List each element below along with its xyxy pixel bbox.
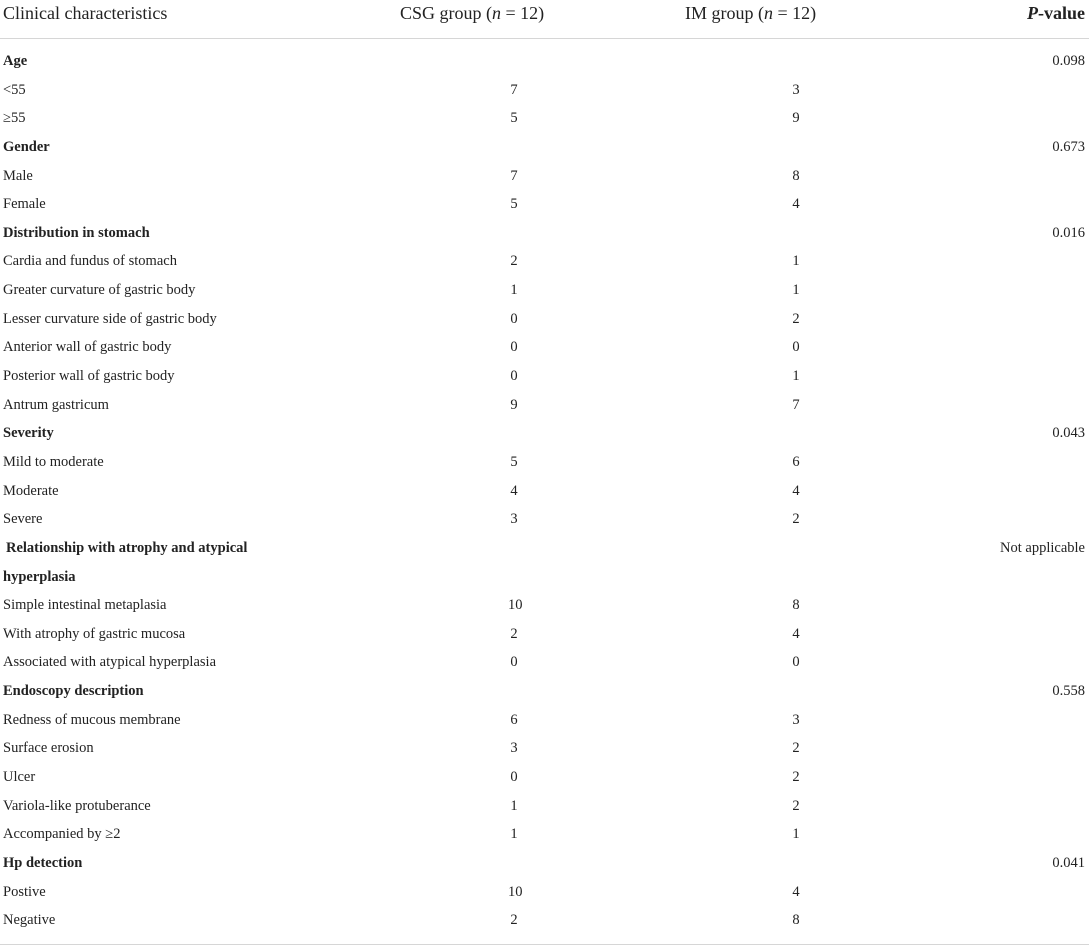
row-label: Ulcer bbox=[3, 769, 36, 786]
table-row bbox=[0, 878, 1089, 907]
row-label: Cardia and fundus of stomach bbox=[3, 253, 177, 270]
table-row bbox=[0, 620, 1089, 649]
row-im-value: 2 bbox=[792, 797, 800, 814]
row-csg-value: 2 bbox=[510, 625, 518, 642]
table-row bbox=[0, 391, 1089, 420]
table-section-row bbox=[0, 849, 1089, 878]
row-label: Moderate bbox=[3, 482, 59, 499]
row-label: With atrophy of gastric mucosa bbox=[3, 625, 186, 642]
table-row bbox=[0, 448, 1089, 477]
row-p-value: Not applicable bbox=[1000, 539, 1085, 556]
row-csg-value: 9 bbox=[510, 396, 518, 413]
row-label: Negative bbox=[3, 912, 56, 929]
row-label: <55 bbox=[3, 81, 26, 98]
table-row bbox=[0, 305, 1089, 334]
row-label: Associated with atypical hyperplasia bbox=[3, 654, 217, 671]
row-label: Redness of mucous membrane bbox=[3, 711, 181, 728]
table-section-row bbox=[0, 133, 1089, 162]
row-im-value: 4 bbox=[792, 482, 800, 499]
row-label: Anterior wall of gastric body bbox=[3, 339, 172, 356]
row-im-value: 1 bbox=[792, 253, 800, 270]
row-label: Endoscopy description bbox=[3, 683, 144, 700]
row-im-value: 2 bbox=[792, 769, 800, 786]
table-section-row bbox=[0, 219, 1089, 248]
row-csg-value: 2 bbox=[510, 912, 518, 929]
row-p-value: 0.098 bbox=[1052, 53, 1085, 69]
table-section-row bbox=[0, 47, 1089, 76]
row-csg-value: 1 bbox=[510, 282, 518, 299]
row-im-value: 1 bbox=[792, 826, 800, 843]
row-csg-value: 10 bbox=[508, 597, 523, 614]
table-row bbox=[0, 362, 1089, 391]
row-csg-value: 0 bbox=[510, 339, 518, 356]
table-header bbox=[0, 0, 1089, 39]
table-row bbox=[0, 190, 1089, 219]
table-row bbox=[0, 247, 1089, 276]
row-im-value: 8 bbox=[792, 912, 800, 929]
row-im-value: 3 bbox=[792, 711, 800, 728]
row-csg-value: 0 bbox=[510, 310, 518, 327]
row-label: Severity bbox=[3, 425, 54, 442]
row-im-value: 2 bbox=[792, 310, 800, 327]
table-row bbox=[0, 276, 1089, 305]
row-label: ≥55 bbox=[3, 110, 26, 127]
table-row bbox=[0, 734, 1089, 763]
row-csg-value: 0 bbox=[510, 368, 518, 385]
row-im-value: 4 bbox=[792, 625, 800, 642]
row-label: Gender bbox=[3, 138, 50, 155]
row-csg-value: 3 bbox=[510, 740, 518, 757]
row-csg-value: 0 bbox=[510, 769, 518, 786]
row-im-value: 1 bbox=[792, 368, 800, 385]
row-csg-value: 1 bbox=[510, 797, 518, 814]
row-label: Female bbox=[3, 196, 46, 213]
row-p-value: 0.041 bbox=[1052, 854, 1085, 871]
table-row bbox=[0, 763, 1089, 792]
row-im-value: 9 bbox=[792, 110, 800, 127]
row-csg-value: 5 bbox=[510, 110, 518, 127]
row-im-value: 6 bbox=[792, 453, 800, 470]
row-csg-value: 5 bbox=[510, 196, 518, 213]
row-im-value: 0 bbox=[792, 339, 800, 356]
row-label: Lesser curvature side of gastric body bbox=[3, 310, 217, 327]
table-row bbox=[0, 706, 1089, 735]
header-im-group: IM group (n = 12) bbox=[685, 3, 817, 23]
row-p-value: 0.673 bbox=[1052, 138, 1085, 155]
table-row bbox=[0, 76, 1089, 105]
header-csg-group: CSG group (n = 12) bbox=[400, 3, 545, 23]
row-p-value: 0.558 bbox=[1052, 683, 1085, 700]
row-p-value: 0.043 bbox=[1052, 425, 1085, 442]
table-row bbox=[0, 906, 1089, 935]
row-label: Antrum gastricum bbox=[3, 396, 109, 413]
table-row bbox=[0, 477, 1089, 506]
row-im-value: 2 bbox=[792, 740, 800, 757]
row-label: hyperplasia bbox=[3, 568, 76, 585]
row-im-value: 4 bbox=[792, 196, 800, 213]
row-label: Mild to moderate bbox=[3, 453, 104, 470]
row-im-value: 8 bbox=[792, 597, 800, 614]
row-label: Distribution in stomach bbox=[3, 224, 150, 241]
row-im-value: 4 bbox=[792, 883, 800, 900]
row-label: Posterior wall of gastric body bbox=[3, 368, 175, 385]
row-csg-value: 2 bbox=[510, 253, 518, 270]
row-label: Surface erosion bbox=[3, 740, 94, 757]
table-row bbox=[0, 104, 1089, 133]
table-section-row bbox=[0, 677, 1089, 706]
row-label: Relationship with atrophy and atypical bbox=[6, 539, 248, 556]
row-csg-value: 5 bbox=[510, 453, 518, 470]
row-label: Postive bbox=[3, 883, 46, 900]
row-csg-value: 7 bbox=[510, 167, 518, 184]
row-label: Simple intestinal metaplasia bbox=[3, 597, 167, 614]
table-row bbox=[0, 591, 1089, 620]
table-bottom-rule bbox=[0, 944, 1089, 945]
header-p-value: P-value bbox=[1027, 3, 1085, 23]
table-section-row bbox=[0, 419, 1089, 448]
row-label: Hp detection bbox=[3, 854, 83, 871]
row-im-value: 3 bbox=[792, 81, 800, 98]
row-label: Male bbox=[3, 167, 33, 184]
row-csg-value: 0 bbox=[510, 654, 518, 671]
row-label: Age bbox=[3, 53, 28, 69]
table-row bbox=[0, 792, 1089, 821]
row-csg-value: 4 bbox=[510, 482, 518, 499]
row-csg-value: 3 bbox=[510, 511, 518, 528]
row-im-value: 7 bbox=[792, 396, 800, 413]
header-clinical-characteristics: Clinical characteristics bbox=[3, 3, 168, 23]
row-p-value: 0.016 bbox=[1052, 224, 1085, 241]
row-im-value: 0 bbox=[792, 654, 800, 671]
row-label: Accompanied by ≥2 bbox=[3, 826, 121, 843]
row-im-value: 2 bbox=[792, 511, 800, 528]
table-row bbox=[0, 820, 1089, 849]
row-csg-value: 7 bbox=[510, 81, 518, 98]
table-row bbox=[0, 333, 1089, 362]
table-section-row bbox=[0, 563, 1089, 592]
table-row bbox=[0, 162, 1089, 191]
table-row bbox=[0, 505, 1089, 534]
table-section-row bbox=[0, 534, 1089, 563]
row-im-value: 1 bbox=[792, 282, 800, 299]
row-label: Variola-like protuberance bbox=[3, 797, 151, 814]
row-csg-value: 10 bbox=[508, 883, 523, 900]
row-csg-value: 6 bbox=[510, 711, 518, 728]
row-im-value: 8 bbox=[792, 167, 800, 184]
table-body bbox=[0, 47, 1089, 935]
row-label: Greater curvature of gastric body bbox=[3, 282, 196, 299]
row-label: Severe bbox=[3, 511, 43, 528]
row-csg-value: 1 bbox=[510, 826, 518, 843]
table-row bbox=[0, 648, 1089, 677]
